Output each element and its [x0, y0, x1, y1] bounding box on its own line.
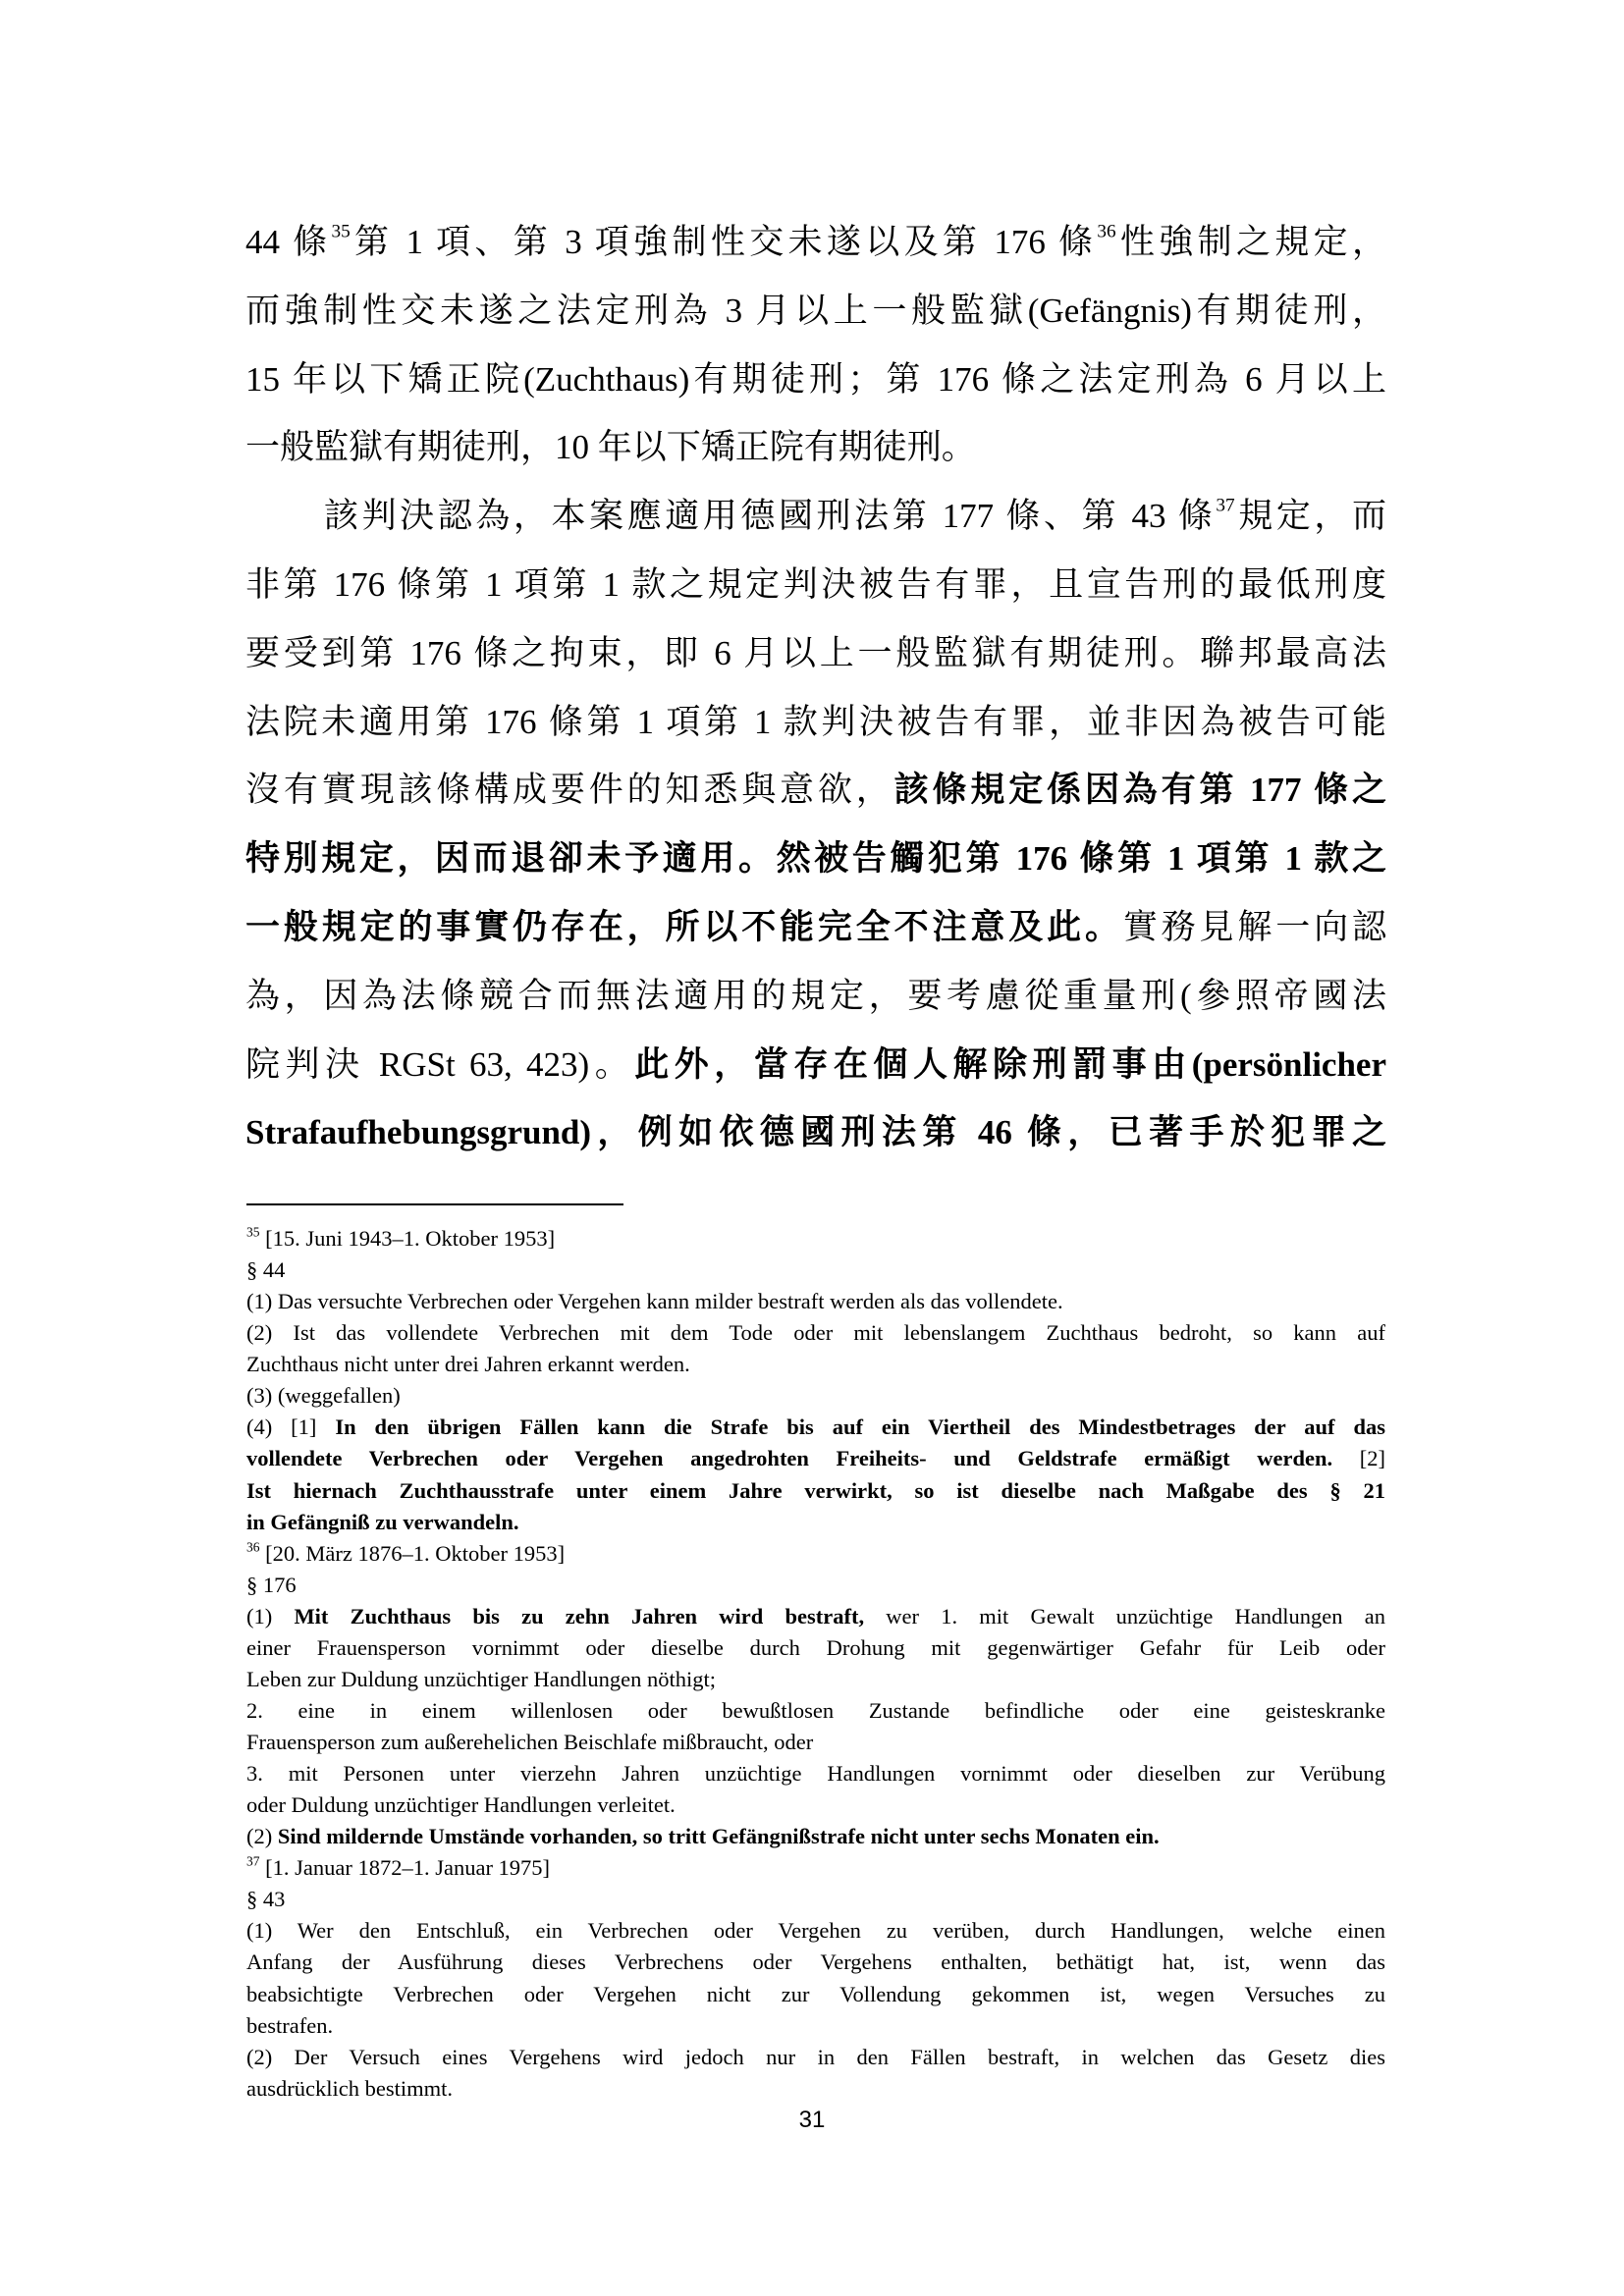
footnote-line: [246, 2042, 1385, 2073]
footnote-line: [246, 1412, 1385, 1443]
paragraph-line: [245, 893, 1386, 962]
text-run: (2) Der Versuch eines Vergehens wird jedoch nur in den Fällen bestraft, in welchen das Gesetz dies: [246, 2044, 1385, 2069]
footnote-line: [246, 1695, 1385, 1727]
footnote-line: [246, 1727, 1385, 1758]
text-run: 規定，而: [1234, 497, 1386, 536]
text-run: [1. Januar 1872–1. Januar 1975]: [259, 1855, 551, 1881]
text-run: Frauensperson zum außerehelichen Beischlafe mißbraucht, oder: [246, 1730, 814, 1754]
paragraph-line: [245, 277, 1386, 346]
bold-text: 特別規定，因而退卻未予適用。然被告觸犯第 176 條第 1 項第 1 款之: [245, 839, 1386, 879]
text-run: [20. März 1876–1. Oktober 1953]: [259, 1540, 566, 1566]
bold-text: In den übrigen Fällen kann die Strafe bis auf ein Viertheil des Mindestbetrages der auf das: [335, 1415, 1385, 1440]
footnote-line: [246, 1821, 1385, 1852]
paragraph-line: [245, 482, 1386, 551]
bold-text: Sind mildernde Umstände vorhanden, so tritt Gefängnißstrafe nicht unter sechs Monaten ein.: [277, 1824, 1160, 1849]
text-run: (4) [1]: [246, 1415, 336, 1440]
text-run: [15. Juni 1943–1. Oktober 1953]: [259, 1226, 556, 1251]
footnote-reference: 35: [246, 1224, 260, 1240]
text-run: 3. mit Personen unter vierzehn Jahren unzüchtige Handlungen vornimmt oder dieselben zur Verübung: [246, 1761, 1385, 1787]
footnote-line: [246, 1570, 1385, 1601]
footnote-line: [246, 1317, 1385, 1349]
text-run: Zuchthaus nicht unter drei Jahren erkannt werden.: [246, 1352, 690, 1377]
bold-text: Strafaufhebungsgrund)，例如依德國刑法第 46 條，已著手於犯罪之: [245, 1113, 1386, 1152]
footnote-line: [246, 1979, 1385, 2010]
bold-text: Mit Zuchthaus bis zu zehn Jahren wird bestraft,: [294, 1603, 865, 1629]
text-run: 2. eine in einem willenlosen oder bewußtlosen Zustande befindliche oder eine geisteskranke: [246, 1697, 1385, 1723]
body-text: [245, 208, 1386, 1167]
text-run: 而強制性交未遂之法定刑為 3 月以上一般監獄(Gefängnis)有期徒刑，: [245, 291, 1386, 330]
text-run: Leben zur Duldung unzüchtiger Handlungen nöthigt;: [246, 1666, 717, 1691]
footnote-line: [246, 1223, 1385, 1255]
text-run: 院判決 RGSt 63, 423)。: [245, 1044, 635, 1084]
text-run: 非第 176 條第 1 項第 1 款之規定判決被告有罪，且宣告刑的最低刑度: [245, 564, 1386, 604]
paragraph-line: [245, 1031, 1386, 1099]
text-run: (1) Das versuchte Verbrechen oder Vergehen kann milder bestraft werden als das vollendete.: [246, 1289, 1063, 1314]
paragraph-line: [245, 1098, 1386, 1167]
paragraph-line: [245, 962, 1386, 1031]
footnote-line: [246, 2010, 1385, 2042]
paragraph-line: [245, 551, 1386, 619]
bold-text: 一般規定的事實仍存在，所以不能完全不注意及此。: [245, 907, 1123, 946]
footnote-reference: 37: [246, 1853, 260, 1869]
text-run: Anfang der Ausführung dieses Verbrechens oder Vergehens enthalten, bethätigt hat, ist, wenn das: [246, 1949, 1385, 1975]
footnote-line: [246, 1538, 1385, 1570]
text-run: (1): [246, 1603, 295, 1629]
text-run: 沒有實現該條構成要件的知悉與意欲，: [245, 771, 894, 810]
text-run: [2]: [1332, 1446, 1385, 1471]
text-run: 要受到第 176 條之拘束，即 6 月以上一般監獄有期徒刑。聯邦最高法: [245, 633, 1386, 672]
footnote-line: [246, 1947, 1385, 1978]
paragraph-line: [245, 413, 1386, 482]
page-number: 31: [798, 2107, 826, 2133]
text-run: 性強制之規定，: [1115, 223, 1386, 261]
text-run: § 44: [246, 1257, 286, 1283]
paragraph-line: [245, 619, 1386, 688]
footnote-line: [246, 1380, 1385, 1412]
paragraph-line: [245, 208, 1386, 277]
footnote-line: [246, 1601, 1385, 1632]
bold-text: Ist hiernach Zuchthausstrafe unter einem Jahre verwirkt, so ist dieselbe nach Maßgabe des § 21: [246, 1477, 1385, 1503]
footnote-line: [246, 1884, 1385, 1915]
paragraph-line: [245, 825, 1386, 893]
paragraph-line: [245, 688, 1386, 757]
text-run: 法院未適用第 176 條第 1 項第 1 款判決被告有罪，並非因為被告可能: [245, 702, 1386, 741]
text-run: einer Frauensperson vornimmt oder dieselbe durch Drohung mit gegenwärtiger Gefahr für Leib oder: [246, 1634, 1385, 1660]
footnote-line: [246, 1255, 1385, 1286]
paragraph-line: [245, 346, 1386, 414]
footnote-line: [246, 1475, 1385, 1507]
footnote-reference: 35: [331, 221, 351, 242]
footnote-reference: 36: [246, 1539, 260, 1555]
text-run: 15 年以下矯正院(Zuchthaus)有期徒刑；第 176 條之法定刑為 6 月以上: [245, 359, 1386, 399]
footnote-line: [246, 1915, 1385, 1947]
footnote-line: [246, 2073, 1385, 2105]
footnote-line: [246, 1349, 1385, 1380]
footnote-line: [246, 1758, 1385, 1789]
text-run: 第 1 項、第 3 項強制性交未遂以及第 176 條: [350, 223, 1098, 261]
text-run: § 176: [246, 1572, 297, 1597]
bold-text: in Gefängniß zu verwandeln.: [246, 1509, 519, 1534]
text-run: wer 1. mit Gewalt unzüchtige Handlungen an: [864, 1603, 1385, 1629]
text-run: (1) Wer den Entschluß, ein Verbrechen oder Vergehen zu verüben, durch Handlungen, welche einen: [246, 1918, 1385, 1944]
text-run: beabsichtigte Verbrechen oder Vergehen nicht zur Vollendung gekommen ist, wegen Versuches zu: [246, 1981, 1385, 2006]
text-run: bestrafen.: [246, 2012, 334, 2038]
text-run: 一般監獄有期徒刑，10 年以下矯正院有期徒刑。: [245, 428, 976, 467]
footnote-line: [246, 1789, 1385, 1821]
text-run: 實務見解一向認: [1122, 907, 1386, 946]
bold-text: 此外，當存在個人解除刑罰事由(persönlicher: [634, 1044, 1386, 1084]
text-run: § 43: [246, 1887, 286, 1912]
text-run: (2) Ist das vollendete Verbrechen mit dem Tode oder mit lebenslangem Zuchthaus bedroht, so kann auf: [246, 1320, 1385, 1346]
text-run: (2): [246, 1824, 278, 1849]
text-run: 為，因為法條競合而無法適用的規定，要考慮從重量刑(參照帝國法: [245, 976, 1386, 1015]
footnote-line: [246, 1507, 1385, 1538]
footnote-line: [246, 1852, 1385, 1884]
text-run: oder Duldung unzüchtiger Handlungen verleitet.: [246, 1792, 676, 1818]
text-run: (3) (weggefallen): [246, 1383, 401, 1409]
bold-text: vollendete Verbrechen oder Vergehen angedrohten Freiheits- und Geldstrafe ermäßigt werden.: [246, 1446, 1333, 1471]
text-run: ausdrücklich bestimmt.: [246, 2075, 453, 2101]
paragraph-line: [245, 756, 1386, 825]
footnotes: [246, 1223, 1385, 2105]
bold-text: 該條規定係因為有第 177 條之: [893, 771, 1386, 810]
text-run: 該判決認為，本案應適用德國刑法第 177 條、第 43 條: [324, 497, 1217, 536]
footnote-line: [246, 1443, 1385, 1474]
footnote-line: [246, 1664, 1385, 1695]
footnote-line: [246, 1286, 1385, 1317]
footnote-separator: [246, 1203, 623, 1205]
footnote-line: [246, 1632, 1385, 1664]
footnote-reference: 37: [1216, 495, 1235, 516]
footnote-reference: 36: [1097, 221, 1116, 242]
text-run: 44 條: [245, 223, 332, 261]
